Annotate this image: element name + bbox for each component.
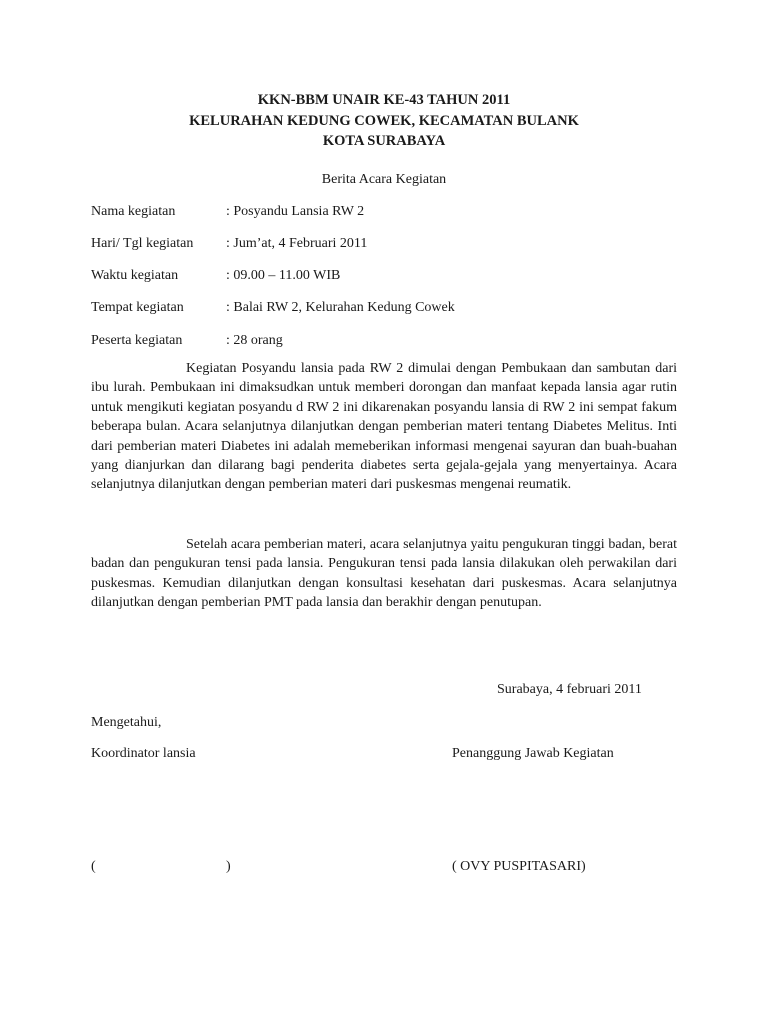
info-row-waktu bbox=[91, 266, 691, 286]
place-date: Surabaya, 4 februari 2011 bbox=[497, 682, 642, 697]
left-name-close-paren: ) bbox=[226, 859, 231, 874]
body-paragraph-2: Setelah acara pemberian materi, acara selanjutnya yaitu pengukuran tinggi badan, berat badan dan pengukuran tensi pada lansia. Pengukuran tensi pada lansia dilakukan oleh perwakilan dari puskesmas. Kemudian dilanjutkan dengan konsultasi kesehatan dari puskesmas. Acara selanjutnya dilanjutkan dengan pemberian PMT pada lansia dan berakhir dengan penutupan. bbox=[91, 537, 677, 611]
info-row-nama bbox=[91, 202, 691, 222]
info-label: Hari/ Tgl kegiatan bbox=[91, 236, 194, 251]
info-label: Waktu kegiatan bbox=[91, 268, 179, 283]
info-value: : Jum’at, 4 Februari 2011 bbox=[226, 236, 368, 251]
document-header bbox=[0, 90, 768, 152]
info-label: Peserta kegiatan bbox=[91, 333, 183, 348]
info-value: : 09.00 – 11.00 WIB bbox=[226, 268, 341, 283]
info-row-hari bbox=[91, 234, 691, 254]
info-value: : Balai RW 2, Kelurahan Kedung Cowek bbox=[226, 300, 455, 315]
right-signer-name: ( OVY PUSPITASARI) bbox=[452, 859, 586, 874]
left-signer-role: Koordinator lansia bbox=[91, 746, 196, 761]
info-value: : 28 orang bbox=[226, 333, 283, 348]
info-label: Tempat kegiatan bbox=[91, 300, 184, 315]
info-row-tempat bbox=[91, 298, 691, 318]
info-label: Nama kegiatan bbox=[91, 204, 176, 219]
right-signer-role: Penanggung Jawab Kegiatan bbox=[452, 746, 614, 761]
info-value: : Posyandu Lansia RW 2 bbox=[226, 204, 365, 219]
acknowledged-label: Mengetahui, bbox=[91, 715, 162, 730]
document-subtitle: Berita Acara Kegiatan bbox=[321, 172, 447, 187]
left-name-open-paren: ( bbox=[91, 859, 96, 874]
header-line-1: KKN-BBM UNAIR KE-43 TAHUN 2011 bbox=[257, 92, 511, 108]
header-line-2: KELURAHAN KEDUNG COWEK, KECAMATAN BULANK bbox=[189, 112, 579, 129]
header-line-3: KOTA SURABAYA bbox=[322, 133, 446, 149]
info-row-peserta bbox=[91, 331, 691, 351]
body-paragraph-1: Kegiatan Posyandu lansia pada RW 2 dimulai dengan Pembukaan dan sambutan dari ibu lurah. Pembukaan ini dimaksudkan untuk memberi dorongan dan manfaat kepada lansia agar rutin untuk mengikuti kegiatan posyandu d RW 2 ini dikarenakan posyandu lansia di RW 2 ini sempat fakum beberapa bulan. Acara selanjutnya dilanjutkan dengan pemberian materi tentang Diabetes Melitus. Inti dari pemberian materi Diabetes ini adalah memeberikan informasi mengenai sayuran dan buah-buahan yang dianjurkan dan dilarang bagi penderita diabetes serta gejala-gejala yang menyertainya. Acara selanjutnya dilanjutkan dengan pemberian materi dari puskesmas mengenai reumatik. bbox=[91, 361, 677, 493]
